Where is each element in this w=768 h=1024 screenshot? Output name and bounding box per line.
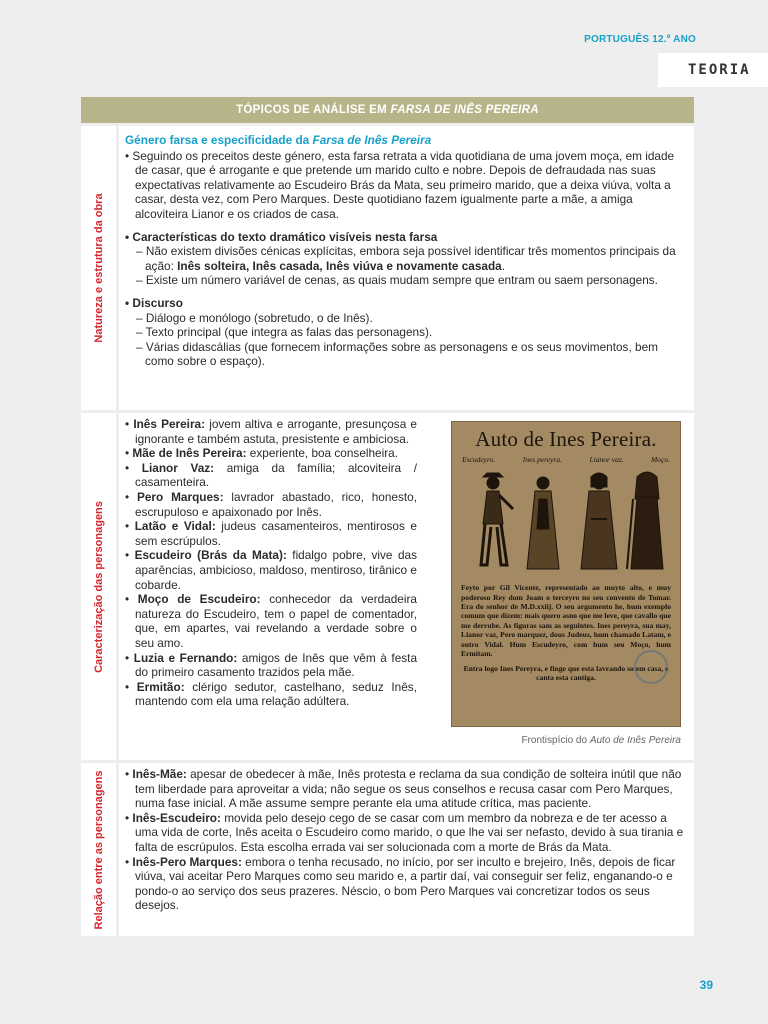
row-content-relacao (119, 763, 694, 936)
frontispiece-name: Moço. (651, 454, 670, 464)
list-item (125, 680, 417, 709)
relation-name: Inês-Escudeiro: (132, 810, 221, 825)
list-item (125, 651, 417, 680)
relation-name: Inês-Pero Marques: (132, 854, 242, 869)
character-desc: lavrador abastado, rico, honesto, escrupuloso e apaixonado por Inês. (135, 489, 417, 519)
intro-paragraph: • Seguindo os preceitos deste género, esta farsa retrata a vida quotidiana de uma jovem moça, em idade de casar, que é arrogante e que pretende um marido culto e nobre. Depois de defraudada nas suas expectativas relativamente ao Escudeiro Brás da Mata, seu primeiro marido, que a deixa viúva, volta a casar, desta vez, com Pero Marques. Deste quotidiano fazem igualmente parte a mãe, a amiga alcoviteira Lianor e os criados de casa. (125, 149, 686, 222)
row-label-caracterizacao (81, 413, 119, 760)
row-content-caracterizacao (119, 413, 694, 760)
row-content-natureza (119, 126, 694, 410)
character-list (125, 417, 417, 749)
row-label-natureza (81, 126, 119, 410)
row-label-text: Relação entre as personagens (92, 770, 105, 929)
section-title-work: Farsa de Inês Pereira (312, 133, 432, 147)
character-name: Latão e Vidal: (134, 519, 216, 534)
row-label-text: Natureza e estrutura da obra (92, 193, 105, 343)
frontispiece-title: Auto de Ines Pereira. (475, 427, 657, 451)
frontispiece-name: Lianor vaz. (589, 454, 624, 464)
figure-caption (451, 734, 681, 749)
section-tab-teoria: TEORIA (658, 53, 768, 87)
character-desc: fidalgo pobre, vive das aparências, ambicioso, maldoso, mentiroso, tirânico e cobarde. (135, 548, 417, 592)
list-item (125, 767, 686, 811)
character-name: Inês Pereira: (133, 417, 206, 431)
character-desc: experiente, boa conselheira. (246, 446, 399, 461)
list-item (125, 446, 417, 461)
char-heading: • Características do texto dramático visíveis nesta farsa (125, 230, 686, 245)
frontispiece-name: Escudeyro. (462, 454, 496, 464)
discurso-item: – Diálogo e monólogo (sobretudo, o de Inês). (125, 311, 686, 326)
character-name: Mãe de Inês Pereira: (132, 446, 247, 461)
page-number: 39 (699, 978, 713, 992)
frontispiece-figure (451, 421, 681, 749)
caption-prefix: Frontispício do (521, 735, 590, 746)
list-item (125, 548, 417, 592)
relation-desc: apesar de obedecer à mãe, Inês protesta e reclama da sua condição de solteira inútil que não tem liberdade para aproveitar a vida; não segue os seus conselhos e recusa casar com Pero Marques, numa fase inicial. A mãe assume sempre perante ela uma atitude crítica, mas paciente. (135, 767, 682, 811)
character-desc: conhecedor da verdadeira natureza do Escudeiro, tem o papel de comentador, que, em apartes, vai revelando a verdade sobre o seu amo. (135, 592, 417, 650)
row-caracterizacao (81, 410, 694, 760)
character-name: Lianor Vaz: (141, 460, 215, 475)
woodcut-figures-illustration (461, 469, 671, 579)
char-item-1-end: . (501, 258, 506, 273)
caption-work: Auto de Inês Pereira (589, 735, 681, 746)
section-title-prefix: Género farsa e especificidade da (125, 133, 313, 147)
character-desc: judeus casamenteiros, mentirosos e sem escrúpulos. (135, 519, 417, 548)
list-item (125, 855, 686, 913)
row-label-text: Caracterização das personagens (92, 500, 105, 673)
frontispiece-text: Feyto por Gil Vicente, representado ao muyto alto, e muy poderoso Rey dom Joam o terceyro no seu convento de Tomar. Era do senhor de M.D.xxiij. O seu argumento he, hum exemplo comum que dizem: mais quero asno que me leve, que cavallo que me derrube. As figuras sam as seguintes. Ines pereyra, sua may, Lianor vaz, Pero marquez, dous Judeus, hum chamado Latam, e outro Vidal. Hum Escudeyro, com hum seu Moço, hum Ermitam. (461, 583, 671, 659)
list-item (125, 519, 417, 548)
character-name: Escudeiro (Brás da Mata): (134, 548, 287, 563)
table-title (81, 97, 694, 123)
row-natureza-estrutura (81, 123, 694, 410)
header-subject-label: PORTUGUÊS 12.º ANO (584, 34, 696, 45)
char-item-2: – Existe um número variável de cenas, as quais mudam sempre que entram ou saem personagens. (125, 273, 686, 288)
row-label-relacao (81, 763, 119, 936)
library-stamp-icon (634, 650, 668, 684)
character-name: Moço de Escudeiro: (137, 592, 261, 607)
table-title-work: FARSA DE INÊS PEREIRA (390, 104, 539, 116)
discurso-heading: • Discurso (125, 296, 686, 311)
relation-desc: embora o tenha recusado, no início, por ser inculto e brejeiro, Inês, depois de ficar viúva, vai aceitar Pero Marques como seu marido e, a partir daí, vai conseguir ser feliz, enganando-o e pondo-o ao serviço dos seus prazeres. Néscio, o bom Pero Marques vai concretizar todos os seus desejos. (135, 854, 676, 913)
character-name: Pero Marques: (137, 489, 224, 504)
frontispiece-closing: Entra logo Ines Pereyra, e finge que esta lavrando so em casa, e canta esta cantiga. (463, 664, 669, 683)
character-desc: amiga da família; alcoviteira / casamenteira. (135, 460, 417, 490)
frontispiece-image (451, 421, 681, 727)
char-item-1-text: Não existem divisões cénicas explícitas, embora seja possível identificar três momentos principais da ação: (145, 244, 676, 273)
table-title-prefix: TÓPICOS DE ANÁLISE EM (236, 104, 388, 116)
list-item (125, 417, 417, 446)
list-item (125, 811, 686, 855)
relation-desc: movida pelo desejo cego de se casar com um membro da nobreza e de ter acesso a uma vida de corte, Inês aceita o Escudeiro como marido, o que lhe vai ser nefasto, devido à sua tirania e falta de escrúpulos. Esta escolha errada vai ser solucionada com a morte de Brás da Mata. (135, 810, 684, 854)
row-relacao (81, 760, 694, 936)
list-item (125, 461, 417, 490)
character-name: Luzia e Fernando: (133, 650, 238, 665)
section-title-genero (125, 133, 686, 148)
character-desc: clérigo sedutor, castelhano, seduz Inês, mantendo com ela uma relação adúltera. (135, 679, 417, 709)
frontispiece-name: Ines pereyra. (522, 454, 562, 464)
character-desc: amigos de Inês que vêm à festa do primeiro casamento trazidos pela mãe. (135, 650, 418, 680)
list-item (125, 592, 417, 650)
char-item-1-bold: Inês solteira, Inês casada, Inês viúva e novamente casada (177, 258, 502, 273)
frontispiece-names (452, 453, 680, 468)
list-item (125, 490, 417, 519)
relation-name: Inês-Mãe: (132, 767, 187, 781)
character-desc: jovem altiva e arrogante, presunçosa e ignorante e também astuta, presistente e ambiciosa. (135, 417, 417, 446)
char-item-1 (125, 244, 686, 273)
topics-table (81, 97, 694, 936)
discurso-item: – Várias didascálias (que fornecem informações sobre as personagens e os seus movimentos, bem como sobre o espaço). (125, 340, 686, 369)
character-name: Ermitão: (136, 679, 185, 694)
discurso-item: – Texto principal (que integra as falas das personagens). (125, 325, 686, 340)
